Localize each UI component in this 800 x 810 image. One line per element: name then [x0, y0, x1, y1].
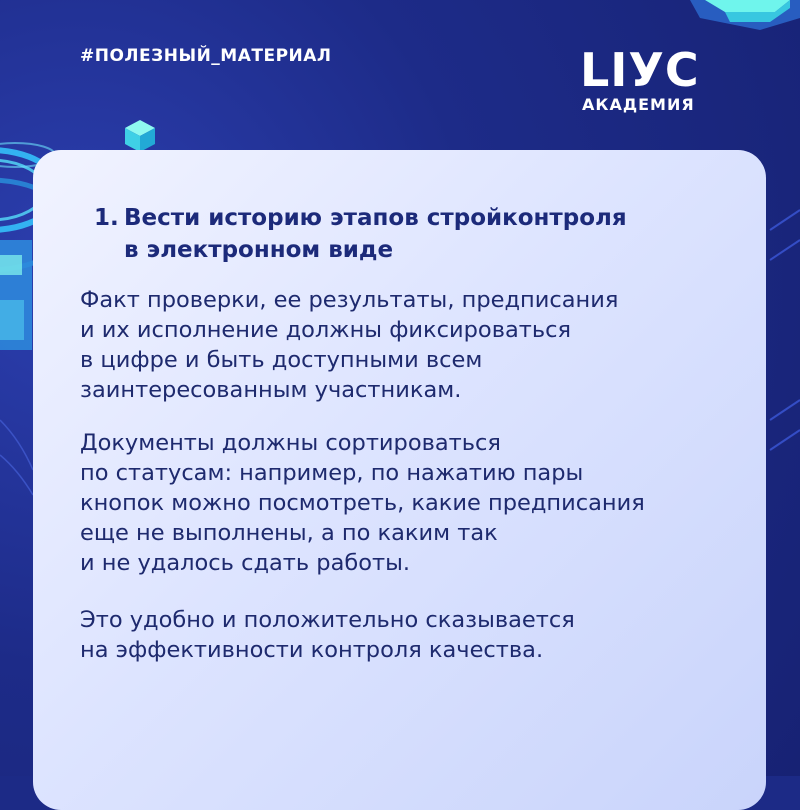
- paragraph-line: на эффективности контроля качества.: [80, 637, 544, 663]
- paragraph-line: Документы должны сортироваться: [80, 430, 501, 456]
- paragraph-line: еще не выполнены, а по каким так: [80, 520, 498, 546]
- paragraph-line: кнопок можно посмотреть, какие предписания: [80, 490, 645, 516]
- brand-logo: [580, 43, 722, 118]
- heading-line: Вести историю этапов стройконтроля: [124, 205, 627, 231]
- paragraph-2: [80, 428, 740, 578]
- heading-line: в электронном виде: [124, 237, 394, 263]
- paragraph-line: по статусам: например, по нажатию пары: [80, 460, 584, 486]
- hashtag-label: #ПОЛЕЗНЫЙ_МАТЕРИАЛ: [80, 46, 332, 66]
- logo-sub-text: АКАДЕМИЯ: [582, 95, 695, 114]
- left-arc-lines-decoration: [0, 420, 33, 495]
- paragraph-line: в цифре и быть доступными всем: [80, 347, 483, 373]
- paragraph-line: Это удобно и положительно сказывается: [80, 607, 575, 633]
- heading-number: 1.: [94, 205, 119, 231]
- paragraph-3: [80, 605, 740, 665]
- right-lines-decoration: [770, 210, 800, 450]
- top-right-platform-decoration: [690, 0, 800, 30]
- paragraph-line: заинтересованным участникам.: [80, 377, 462, 403]
- cube-decoration: [125, 120, 155, 152]
- paragraph-line: и их исполнение должны фиксироваться: [80, 317, 572, 343]
- paragraph-line: и не удалось сдать работы.: [80, 550, 411, 576]
- paragraph-1: [80, 285, 740, 405]
- paragraph-line: Факт проверки, ее результаты, предписания: [80, 287, 619, 313]
- logo-main-text: LIУС: [580, 43, 700, 97]
